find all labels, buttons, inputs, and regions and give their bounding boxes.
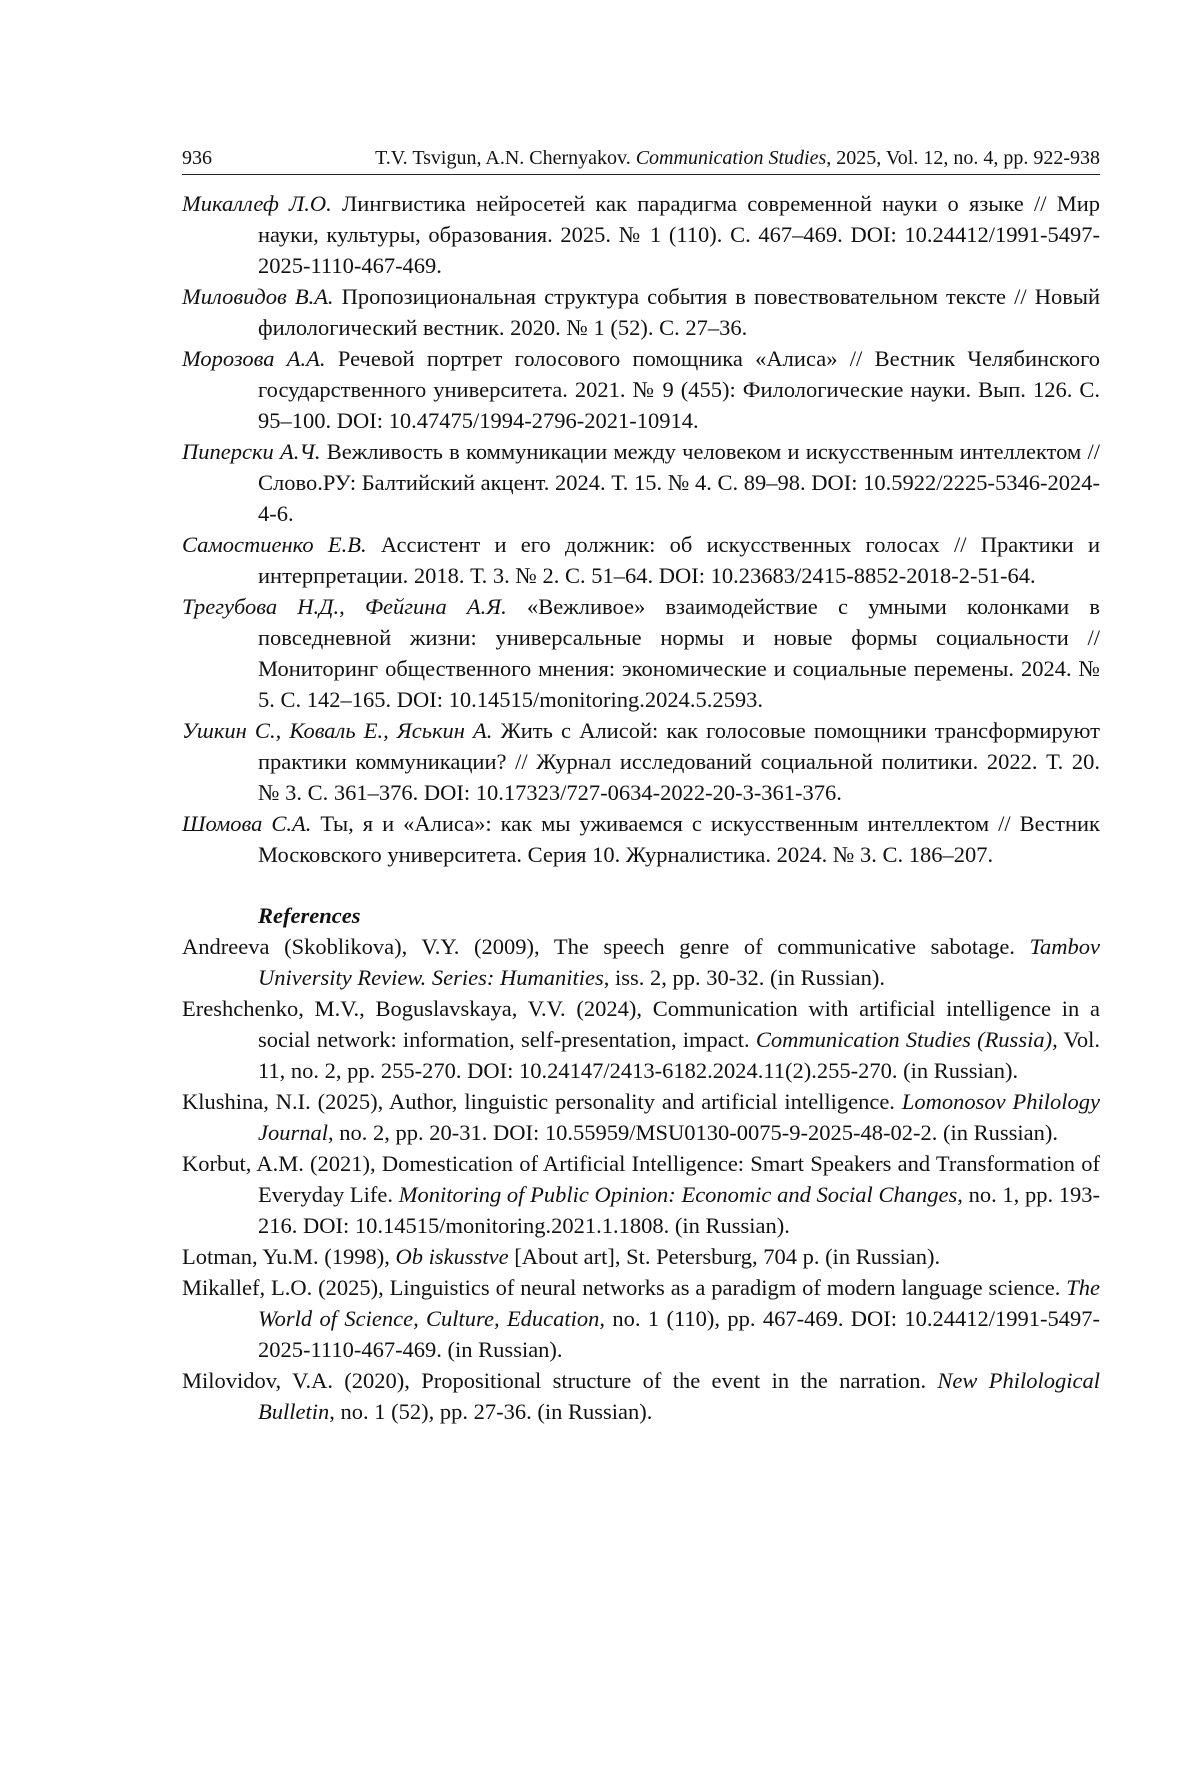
reference-text-pre: Mikallef, L.O. (2025), Linguistics of neural networks as a paradigm of modern language science. (182, 1275, 1067, 1300)
reference-text-pre: Lotman, Yu.M. (1998), (182, 1244, 396, 1269)
reference-text-pre: Klushina, N.I. (2025), Author, linguistic personality and artificial intelligence. (182, 1089, 902, 1114)
reference-text-post: , no. 1 (52), pp. 27-36. (in Russian). (329, 1399, 653, 1424)
reference-entry (182, 281, 1100, 343)
reference-entry (182, 808, 1100, 870)
english-reference-list (182, 931, 1100, 1427)
reference-source: New Philological Bulletin (258, 1368, 1100, 1424)
header-details: , 2025, Vol. 12, no. 4, pp. 922-938 (826, 147, 1100, 169)
reference-text-post: , iss. 2, pp. 30-32. (in Russian). (603, 965, 885, 990)
reference-authors: Самостиенко Е.В. (182, 532, 367, 557)
reference-authors: Морозова А.А. (182, 346, 326, 371)
reference-entry (182, 1241, 1100, 1272)
reference-entry (182, 993, 1100, 1086)
reference-authors: Микаллеф Л.О. (182, 191, 332, 216)
russian-reference-list (182, 188, 1100, 870)
reference-text: Ты, я и «Алиса»: как мы уживаемся с искусственным интеллектом // Вестник Московского университета. Серия 10. Журналистика. 2024. № 3. С. 186–207. (258, 811, 1100, 867)
reference-text: «Вежливое» взаимодействие с умными колонками в повседневной жизни: универсальные нормы и новые формы социальности // Мониторинг общественного мнения: экономические и социальные перемены. 2024. № 5. С. 142–165. DOI: 10.14515/monitoring.2024.5.2593. (258, 594, 1100, 712)
reference-text: Пропозициональная структура события в повествовательном тексте // Новый филологический вестник. 2020. № 1 (52). С. 27–36. (258, 284, 1100, 340)
reference-entry (182, 1148, 1100, 1241)
reference-entry (182, 436, 1100, 529)
reference-text-pre: Ereshchenko, M.V., Boguslavskaya, V.V. (2024), Communication with artificial intelligence in a social network: information, self-presentation, impact. (182, 996, 1100, 1052)
reference-authors: Трегубова Н.Д., Фейгина А.Я. (182, 594, 507, 619)
reference-text-post: , Vol. 11, no. 2, pp. 255-270. DOI: 10.24147/2413-6182.2024.11(2).255-270. (in Russian). (258, 1027, 1100, 1083)
references-heading: References (258, 903, 361, 928)
reference-text-post: , no. 1, pp. 193-216. DOI: 10.14515/monitoring.2021.1.1808. (in Russian). (258, 1182, 1101, 1238)
running-header (182, 146, 1100, 175)
reference-source: Communication Studies (Russia) (755, 1027, 1053, 1052)
reference-text-pre: Korbut, A.M. (2021), Domestication of Artificial Intelligence: Smart Speakers and Transformation of Everyday Life. (182, 1151, 1100, 1207)
reference-text: Вежливость в коммуникации между человеком и искусственным интеллектом // Слово.РУ: Балтийский акцент. 2024. Т. 15. № 4. С. 89–98. DOI: 10.5922/2225-5346-2024-4-6. (258, 439, 1100, 526)
running-title (375, 146, 1100, 170)
reference-source: Lomonosov Philology Journal (258, 1089, 1100, 1145)
reference-authors: Миловидов В.А. (182, 284, 334, 309)
reference-source: Tambov University Review. Series: Humanities (258, 934, 1100, 990)
header-authors: T.V. Tsvigun, A.N. Chernyakov. (375, 147, 636, 169)
reference-text: Речевой портрет голосового помощника «Алиса» // Вестник Челябинского государственного университета. 2021. № 9 (455): Филологические науки. Вып. 126. С. 95–100. DOI: 10.47475/1994-2796-2021-10914. (258, 346, 1100, 433)
reference-text-post: , no. 2, pp. 20-31. DOI: 10.55959/MSU0130-0075-9-2025-48-02-2. (in Russian). (328, 1120, 1058, 1145)
reference-entry (182, 715, 1100, 808)
page-number: 936 (182, 147, 212, 169)
header-journal: Communication Studies (635, 147, 827, 169)
reference-text-pre: Milovidov, V.A. (2020), Propositional structure of the event in the narration. (182, 1368, 938, 1393)
reference-source: The World of Science, Culture, Education, (258, 1275, 1100, 1331)
reference-entry (182, 1086, 1100, 1148)
reference-authors: Ушкин С., Коваль Е., Яськин А. (182, 718, 493, 743)
reference-entry (182, 1272, 1100, 1365)
reference-entry (182, 931, 1100, 993)
reference-text: Жить с Алисой: как голосовые помощники трансформируют практики коммуникации? // Журнал исследований социальной политики. 2022. Т. 20. № 3. С. 361–376. DOI: 10.17323/727-0634-2022-20-3-361-376. (258, 718, 1100, 805)
reference-text-pre: Andreeva (Skoblikova), V.Y. (2009), The speech genre of communicative sabotage. (182, 934, 1030, 959)
reference-text-post: no. 1 (110), pp. 467-469. DOI: 10.24412/1991-5497-2025-1110-467-469. (in Russian). (258, 1306, 1100, 1362)
reference-authors: Пиперски А.Ч. (182, 439, 321, 464)
reference-entry (182, 1365, 1100, 1427)
reference-authors: Шомова С.А. (182, 811, 312, 836)
reference-text: Ассистент и его должник: об искусственных голосах // Практики и интерпретации. 2018. Т. 3. № 2. С. 51–64. DOI: 10.23683/2415-8852-2018-2-51-64. (258, 532, 1100, 588)
reference-source: Ob iskusstve (395, 1244, 509, 1269)
reference-entry (182, 529, 1100, 591)
reference-source: Monitoring of Public Opinion: Economic and Social Changes (398, 1182, 958, 1207)
reference-entry (182, 591, 1100, 715)
reference-text-post: [About art], St. Petersburg, 704 p. (in Russian). (508, 1244, 941, 1269)
reference-text: Лингвистика нейросетей как парадигма современной науки о языке // Мир науки, культуры, образования. 2025. № 1 (110). С. 467–469. DOI: 10.24412/1991-5497-2025-1110-467-469. (258, 191, 1100, 278)
references-content (182, 188, 1100, 1427)
reference-entry (182, 343, 1100, 436)
reference-entry (182, 188, 1100, 281)
